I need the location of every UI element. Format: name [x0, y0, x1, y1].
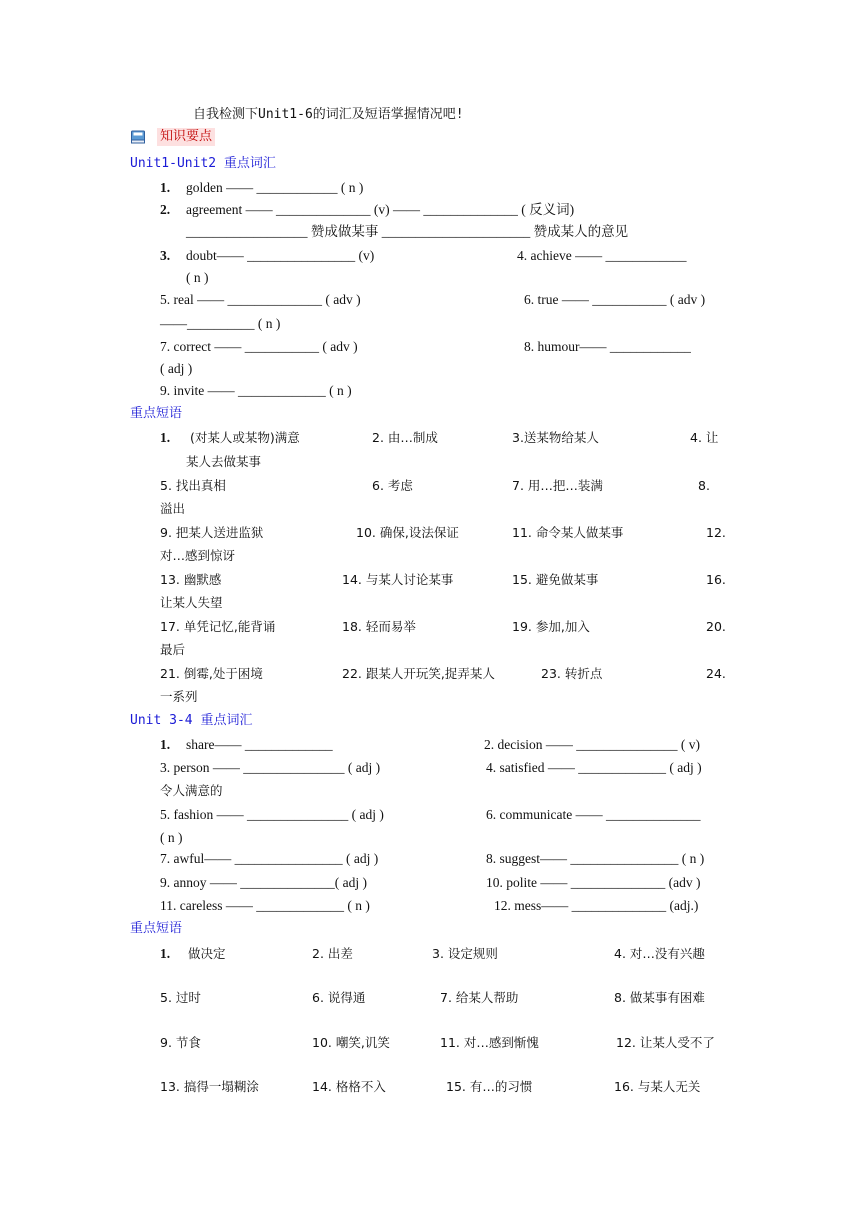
line-a4: 4. achieve —— ____________ [517, 248, 687, 263]
line-b20: 20. [706, 619, 726, 634]
line-a6b: ——__________ ( n ) [160, 316, 281, 331]
line-a2n: 2. [160, 202, 171, 217]
line-b16: 16. [706, 572, 726, 587]
line-d2: 2. 出差 [312, 946, 353, 961]
line-d5: 5. 过时 [160, 990, 201, 1005]
line-a9: 9. invite —— _____________ ( n ) [160, 383, 352, 398]
line-a8: 8. humour—— ____________ [524, 339, 691, 354]
line-c6b: ( n ) [160, 830, 183, 845]
line-c7: 7. awful—— ________________ ( adj ) [160, 851, 379, 866]
line-a3n: 3. [160, 248, 171, 263]
line-a2: agreement —— ______________ (v) —— ______________ ( 反义词) [186, 202, 575, 217]
line-a8b: ( adj ) [160, 361, 193, 376]
line-c4: 4. satisfied —— _____________ ( adj ) [486, 760, 702, 775]
line-d12: 12. 让某人受不了 [616, 1035, 715, 1050]
line-b14: 14. 与某人讨论某事 [342, 572, 454, 587]
line-a1n: 1. [160, 180, 171, 195]
line-b17: 17. 单凭记忆,能背诵 [160, 619, 276, 634]
line-c8: 8. suggest—— ________________ ( n ) [486, 851, 705, 866]
intro-text: 自我检测下Unit1-6的词汇及短语掌握情况吧! [193, 107, 464, 122]
line-s1: Unit1-Unit2 重点词汇 [130, 156, 276, 171]
line-d7: 7. 给某人帮助 [440, 990, 519, 1005]
line-b4b: 某人去做某事 [186, 454, 262, 469]
line-b24b: 一系列 [160, 689, 198, 704]
line-b1: (对某人或某物)满意 [190, 430, 300, 445]
line-d9: 9. 节食 [160, 1035, 201, 1050]
line-d1n: 1. [160, 946, 171, 961]
line-b7: 7. 用…把…装满 [512, 478, 603, 493]
line-b9: 9. 把某人送进监狱 [160, 525, 264, 540]
line-b6: 6. 考虑 [372, 478, 413, 493]
line-c2: 2. decision —— _______________ ( v) [484, 737, 700, 752]
line-b13: 13. 幽默感 [160, 572, 222, 587]
line-d16: 16. 与某人无关 [614, 1079, 701, 1094]
line-c1: share—— _____________ [186, 737, 333, 752]
line-a7: 7. correct —— ___________ ( adv ) [160, 339, 358, 354]
line-s4: 重点短语 [130, 921, 183, 936]
line-b8: 8. [698, 478, 710, 493]
line-c11: 11. careless —— _____________ ( n ) [160, 898, 370, 913]
line-b4: 4. 让 [690, 430, 719, 445]
line-a1: golden —— ____________ ( n ) [186, 180, 364, 195]
line-d13: 13. 搞得一塌糊涂 [160, 1079, 259, 1094]
line-c1n: 1. [160, 737, 171, 752]
line-b2: 2. 由…制成 [372, 430, 438, 445]
line-b20b: 最后 [160, 642, 186, 657]
line-b12b: 对…感到惊讶 [160, 548, 236, 563]
line-b21: 21. 倒霉,处于困境 [160, 666, 263, 681]
line-d15: 15. 有…的习惯 [446, 1079, 533, 1094]
line-d4: 4. 对…没有兴趣 [614, 946, 705, 961]
line-s2: 重点短语 [130, 406, 183, 421]
line-d8: 8. 做某事有困难 [614, 990, 705, 1005]
line-d1: 做决定 [188, 946, 226, 961]
line-b22: 22. 跟某人开玩笑,捉弄某人 [342, 666, 495, 681]
book-icon [130, 129, 146, 145]
line-c5: 5. fashion —— _______________ ( adj ) [160, 807, 384, 822]
line-b8b: 溢出 [160, 501, 186, 516]
line-d10: 10. 嘲笑,讥笑 [312, 1035, 390, 1050]
line-a6: 6. true —— ___________ ( adv ) [524, 292, 706, 307]
line-d3: 3. 设定规则 [432, 946, 498, 961]
line-b5: 5. 找出真相 [160, 478, 226, 493]
line-b1n: 1. [160, 430, 171, 445]
line-b23: 23. 转折点 [541, 666, 603, 681]
line-d11: 11. 对…感到惭愧 [440, 1035, 539, 1050]
line-a2b: __________________ 赞成做某事 ______________________ 赞成某人的意见 [186, 224, 629, 239]
line-a3: doubt—— ________________ (v) [186, 248, 375, 263]
line-c6: 6. communicate —— ______________ [486, 807, 701, 822]
line-b16b: 让某人失望 [160, 595, 223, 610]
line-a4b: ( n ) [186, 270, 209, 285]
line-b18: 18. 轻而易举 [342, 619, 416, 634]
line-b11: 11. 命令某人做某事 [512, 525, 624, 540]
line-b19: 19. 参加,加入 [512, 619, 590, 634]
line-s3: Unit 3-4 重点词汇 [130, 713, 253, 728]
line-c9: 9. annoy —— ______________( adj ) [160, 875, 367, 890]
line-b12: 12. [706, 525, 726, 540]
key-points-label: 知识要点 [157, 128, 215, 146]
line-d14: 14. 格格不入 [312, 1079, 386, 1094]
line-b3: 3.送某物给某人 [512, 430, 599, 445]
line-a5: 5. real —— ______________ ( adv ) [160, 292, 361, 307]
line-d6: 6. 说得通 [312, 990, 366, 1005]
line-c4b: 令人满意的 [160, 783, 223, 798]
line-c12: 12. mess—— ______________ (adj.) [494, 898, 699, 913]
line-c3: 3. person —— _______________ ( adj ) [160, 760, 381, 775]
line-b15: 15. 避免做某事 [512, 572, 599, 587]
line-b24: 24. [706, 666, 726, 681]
line-b10: 10. 确保,设法保证 [356, 525, 459, 540]
line-c10: 10. polite —— ______________ (adv ) [486, 875, 701, 890]
